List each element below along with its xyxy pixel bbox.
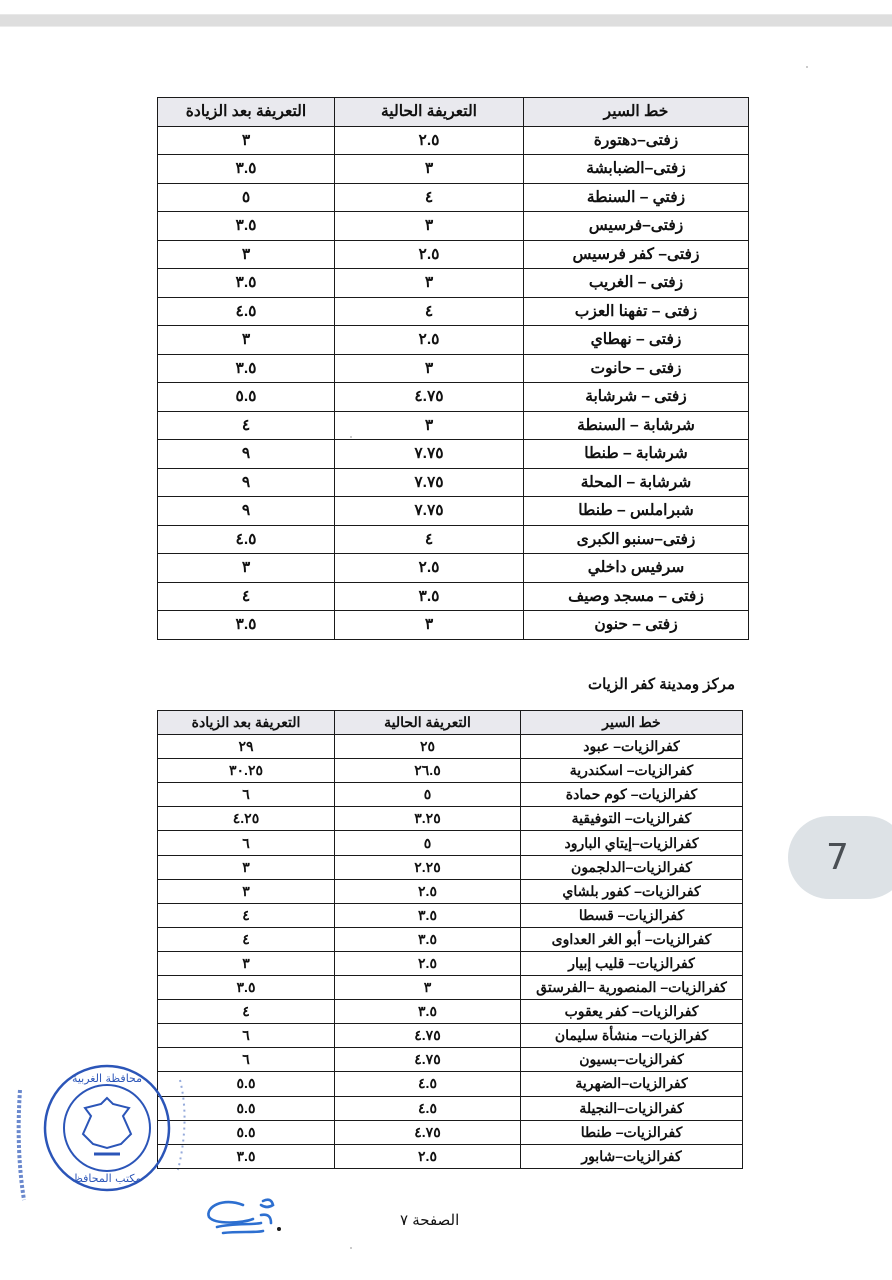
new-fare-cell: ٣ [158, 326, 335, 355]
official-stamp-icon [12, 1050, 197, 1210]
current-fare-cell: ٢.٥ [335, 240, 524, 269]
current-fare-cell: ٣.٥ [335, 903, 521, 927]
new-fare-cell: ٣ [158, 126, 335, 155]
new-fare-cell: ٥.٥ [158, 383, 335, 412]
current-fare-cell: ٧.٧٥ [335, 497, 524, 526]
route-cell: شبراملس – طنطا [524, 497, 749, 526]
current-fare-cell: ٤.٥ [335, 1096, 521, 1120]
current-fare-cell: ٤.٥ [335, 1072, 521, 1096]
new-fare-cell: ٤ [158, 1000, 335, 1024]
route-cell: كفرالزيات–الدلجمون [521, 855, 743, 879]
route-cell: كفرالزيات– طنطا [521, 1120, 743, 1144]
route-cell: شرشابة – المحلة [524, 468, 749, 497]
table-row [158, 497, 749, 526]
table-row [158, 240, 749, 269]
table-row [158, 183, 749, 212]
page-number-label: الصفحة ٧ [400, 1212, 460, 1229]
route-cell: زفتى – شرشابة [524, 383, 749, 412]
table-row [158, 927, 743, 951]
new-fare-cell: ٤ [158, 582, 335, 611]
route-cell: زفتى – حنون [524, 611, 749, 640]
page-indicator [788, 816, 892, 899]
new-fare-cell: ٣.٥ [158, 976, 335, 1000]
table-row [158, 155, 749, 184]
current-fare-cell: ٤ [335, 183, 524, 212]
route-cell: زفتى – مسجد وصيف [524, 582, 749, 611]
table-row [158, 212, 749, 241]
current-fare-cell: ٢٥ [335, 735, 521, 759]
new-fare-cell: ٤ [158, 411, 335, 440]
route-cell: زفتى–دهتورة [524, 126, 749, 155]
table-row [158, 554, 749, 583]
header-new-fare: التعريفة بعد الزيادة [158, 711, 335, 735]
route-cell: كفرالزيات–النجيلة [521, 1096, 743, 1120]
current-fare-cell: ٣ [335, 155, 524, 184]
new-fare-cell: ٦ [158, 1024, 335, 1048]
table-row [158, 951, 743, 975]
table-row [158, 354, 749, 383]
current-fare-cell: ٢.٥ [335, 879, 521, 903]
current-fare-cell: ٥ [335, 783, 521, 807]
route-cell: كفرالزيات– كوم حمادة [521, 783, 743, 807]
route-cell: كفرالزيات– عبود [521, 735, 743, 759]
new-fare-cell: ٩ [158, 440, 335, 469]
route-cell: كفرالزيات– قليب إبيار [521, 951, 743, 975]
new-fare-cell: ٥.٥ [158, 1096, 335, 1120]
route-cell: زفتى–فرسيس [524, 212, 749, 241]
current-fare-cell: ٢.٥ [335, 126, 524, 155]
table-row [158, 126, 749, 155]
svg-text:محافظة الغربية: محافظة الغربية [71, 1072, 143, 1085]
current-fare-cell: ٢.٥ [335, 326, 524, 355]
table-header-row [158, 711, 743, 735]
current-fare-cell: ٢.٢٥ [335, 855, 521, 879]
table-row [158, 855, 743, 879]
new-fare-cell: ٤.٥ [158, 525, 335, 554]
table-row [158, 326, 749, 355]
header-current-fare: التعريفة الحالية [335, 98, 524, 127]
new-fare-cell: ٩ [158, 468, 335, 497]
new-fare-cell: ٩ [158, 497, 335, 526]
scan-speck [806, 66, 808, 68]
new-fare-cell: ٣.٥ [158, 611, 335, 640]
route-cell: سرفيس داخلي [524, 554, 749, 583]
route-cell: كفرالزيات–شابور [521, 1144, 743, 1168]
new-fare-cell: ٣.٥ [158, 1144, 335, 1168]
current-fare-cell: ٣.٥ [335, 1000, 521, 1024]
new-fare-cell: ٣ [158, 879, 335, 903]
route-cell: زفتي – السنطة [524, 183, 749, 212]
route-cell: شرشابة – طنطا [524, 440, 749, 469]
current-fare-cell: ٣.٢٥ [335, 807, 521, 831]
current-fare-cell: ٣ [335, 976, 521, 1000]
table-row [158, 383, 749, 412]
fares-table-kafr-el-zayat [157, 710, 743, 1169]
section-title: مركز ومدينة كفر الزيات [587, 676, 735, 693]
current-fare-cell: ٣.٥ [335, 582, 524, 611]
scan-speck [350, 436, 352, 438]
header-new-fare: التعريفة بعد الزيادة [158, 98, 335, 127]
viewer-top-bar [0, 14, 892, 27]
new-fare-cell: ٦ [158, 1048, 335, 1072]
route-cell: كفرالزيات–الضهرية [521, 1072, 743, 1096]
route-cell: كفرالزيات–إيتاي البارود [521, 831, 743, 855]
route-cell: كفرالزيات– المنصورية –الفرستق [521, 976, 743, 1000]
table-row [158, 976, 743, 1000]
header-route: خط السير [524, 98, 749, 127]
new-fare-cell: ٦ [158, 783, 335, 807]
route-cell: زفتى– كفر فرسيس [524, 240, 749, 269]
current-fare-cell: ٣ [335, 354, 524, 383]
table-row [158, 411, 749, 440]
new-fare-cell: ٥.٥ [158, 1120, 335, 1144]
route-cell: زفتى–سنبو الكبرى [524, 525, 749, 554]
route-cell: شرشابة – السنطة [524, 411, 749, 440]
current-fare-cell: ٤.٧٥ [335, 383, 524, 412]
current-fare-cell: ٣.٥ [335, 927, 521, 951]
route-cell: كفرالزيات–بسيون [521, 1048, 743, 1072]
route-cell: كفرالزيات– منشأة سليمان [521, 1024, 743, 1048]
table-row [158, 440, 749, 469]
new-fare-cell: ٣ [158, 240, 335, 269]
table-body [158, 735, 743, 1169]
new-fare-cell: ٥.٥ [158, 1072, 335, 1096]
svg-text:مكتب المحافظ: مكتب المحافظ [72, 1172, 142, 1185]
table-row [158, 783, 743, 807]
new-fare-cell: ٦ [158, 831, 335, 855]
new-fare-cell: ٣ [158, 554, 335, 583]
new-fare-cell: ٣.٥ [158, 155, 335, 184]
table-row [158, 1096, 743, 1120]
current-fare-cell: ٤ [335, 297, 524, 326]
new-fare-cell: ٣ [158, 951, 335, 975]
route-cell: كفرالزيات– اسكندرية [521, 759, 743, 783]
table-row [158, 759, 743, 783]
new-fare-cell: ٣٠.٢٥ [158, 759, 335, 783]
table-row [158, 1048, 743, 1072]
new-fare-cell: ٤ [158, 903, 335, 927]
route-cell: زفتى – حانوت [524, 354, 749, 383]
table-row [158, 1000, 743, 1024]
new-fare-cell: ٣.٥ [158, 269, 335, 298]
table-header-row [158, 98, 749, 127]
current-fare-cell: ٣ [335, 269, 524, 298]
current-fare-cell: ٤.٧٥ [335, 1048, 521, 1072]
table-row [158, 903, 743, 927]
header-route: خط السير [521, 711, 743, 735]
table-row [158, 831, 743, 855]
current-fare-cell: ٤.٧٥ [335, 1120, 521, 1144]
current-fare-cell: ٣ [335, 212, 524, 241]
new-fare-cell: ٣ [158, 855, 335, 879]
current-fare-cell: ٤.٧٥ [335, 1024, 521, 1048]
new-fare-cell: ٢٩ [158, 735, 335, 759]
current-fare-cell: ٣ [335, 411, 524, 440]
current-fare-cell: ٣ [335, 611, 524, 640]
route-cell: زفتى – تفهنا العزب [524, 297, 749, 326]
table-row [158, 1024, 743, 1048]
table-row [158, 525, 749, 554]
table-row [158, 297, 749, 326]
current-fare-cell: ٢٦.٥ [335, 759, 521, 783]
route-cell: كفرالزيات– كفور بلشاي [521, 879, 743, 903]
table-row [158, 1072, 743, 1096]
table-row [158, 468, 749, 497]
table-row [158, 879, 743, 903]
new-fare-cell: ٣.٥ [158, 212, 335, 241]
table-body [158, 126, 749, 639]
route-cell: كفرالزيات– أبو الغر العداوى [521, 927, 743, 951]
table-row [158, 1120, 743, 1144]
table-row [158, 582, 749, 611]
route-cell: كفرالزيات– قسطا [521, 903, 743, 927]
new-fare-cell: ٤.٢٥ [158, 807, 335, 831]
page-indicator-number: 7 [826, 837, 849, 878]
current-fare-cell: ٢.٥ [335, 951, 521, 975]
route-cell: كفرالزيات– التوفيقية [521, 807, 743, 831]
route-cell: زفتى – الغريب [524, 269, 749, 298]
scan-speck [350, 1247, 352, 1249]
signature-icon [203, 1193, 313, 1238]
current-fare-cell: ٧.٧٥ [335, 468, 524, 497]
fares-table-zefta [157, 97, 749, 640]
new-fare-cell: ٣.٥ [158, 354, 335, 383]
route-cell: زفتى–الضبابشة [524, 155, 749, 184]
new-fare-cell: ٥ [158, 183, 335, 212]
current-fare-cell: ٥ [335, 831, 521, 855]
new-fare-cell: ٤ [158, 927, 335, 951]
current-fare-cell: ٢.٥ [335, 1144, 521, 1168]
route-cell: كفرالزيات– كفر يعقوب [521, 1000, 743, 1024]
current-fare-cell: ٧.٧٥ [335, 440, 524, 469]
table-row [158, 269, 749, 298]
current-fare-cell: ٢.٥ [335, 554, 524, 583]
route-cell: زفتى – نهطاي [524, 326, 749, 355]
header-current-fare: التعريفة الحالية [335, 711, 521, 735]
current-fare-cell: ٤ [335, 525, 524, 554]
table-row [158, 611, 749, 640]
table-row [158, 1144, 743, 1168]
table-row [158, 807, 743, 831]
new-fare-cell: ٤.٥ [158, 297, 335, 326]
table-row [158, 735, 743, 759]
